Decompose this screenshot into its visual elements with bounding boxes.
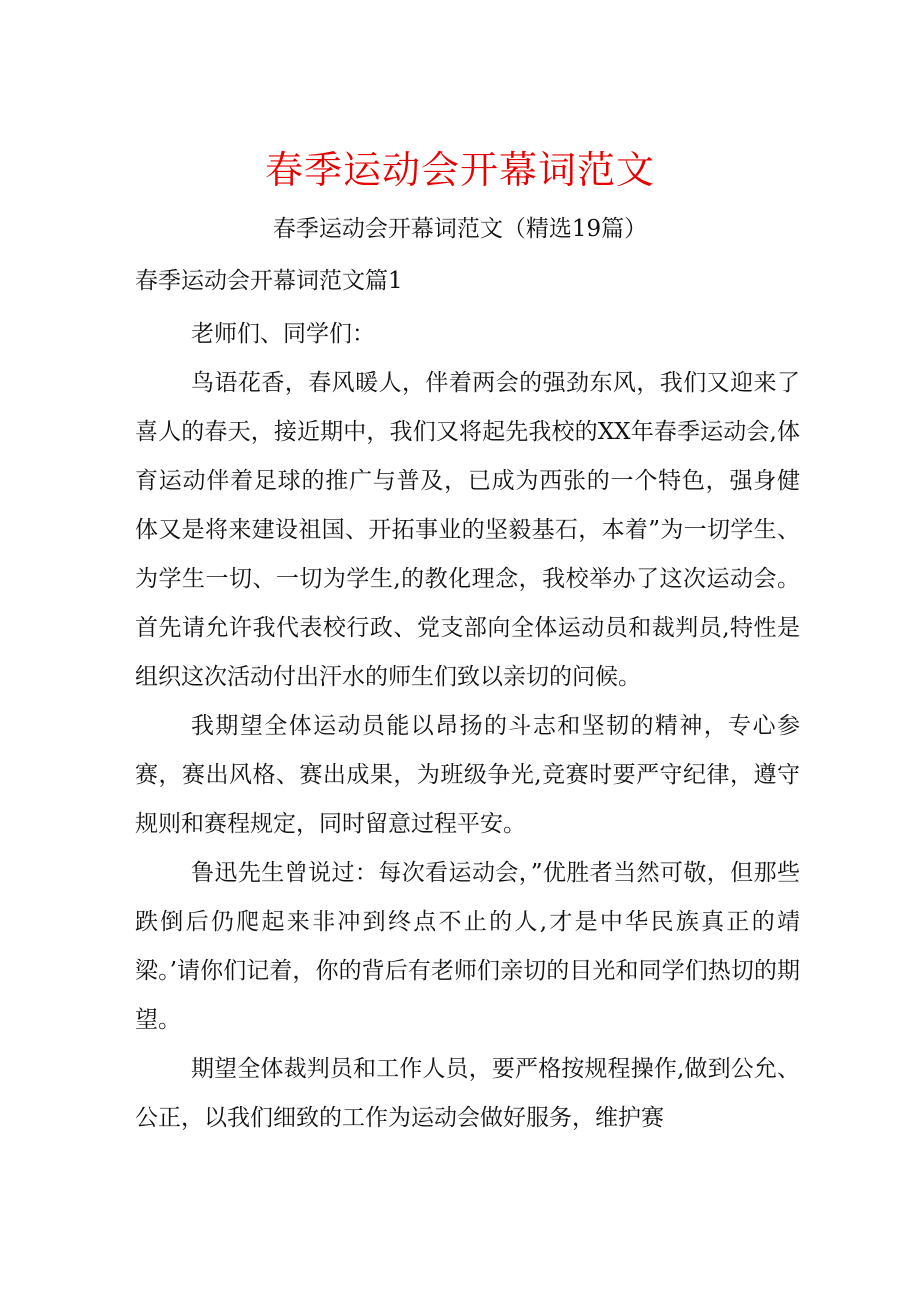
- paragraph: 期望全体裁判员和工作人员，要严格按规程操作,做到公允、公正，以我们细致的工作为运动会做好服务，维护赛: [135, 1056, 800, 1131]
- section-heading: 春季运动会开幕词范文篇1: [135, 268, 403, 294]
- paragraph: 鸟语花香，春风暖人，伴着两会的强劲东风，我们又迎来了喜人的春天，接近期中，我们又将起先我校的XX年春季运动会,体育运动伴着足球的推广与普及，已成为西张的一个特色，强身健体又是将来建设祖国、开拓事业的坚毅基石，本着”为一切学生、为学生一切、一切为学生,的教化理念，我校举办了这次运动会。首先请允许我代表校行政、党支部向全体运动员和裁判员,特性是组织这次活动付出汗水的师生们致以亲切的问候。: [135, 370, 800, 690]
- document-title: 春季运动会开幕词范文: [264, 148, 655, 192]
- paragraph: 鲁迅先生曾说过：每次看运动会，”优胜者当然可敬，但那些跌倒后仍爬起来非冲到终点不止的人,才是中华民族真正的靖梁。’请你们记着，你的背后有老师们亲切的目光和同学们热切的期望。: [135, 860, 800, 1033]
- paragraph-greeting: 老师们、同学们：: [191, 321, 375, 347]
- body-text: [135, 310, 800, 1143]
- document-subtitle: 春季运动会开幕词范文（精选19篇）: [272, 216, 648, 242]
- paragraph: 我期望全体运动员能以昂扬的斗志和坚韧的精神，专心参赛，赛出风格、赛出成果，为班级争光,竞赛时要严守纪律，遵守规则和赛程规定，同时留意过程平安。: [135, 713, 800, 837]
